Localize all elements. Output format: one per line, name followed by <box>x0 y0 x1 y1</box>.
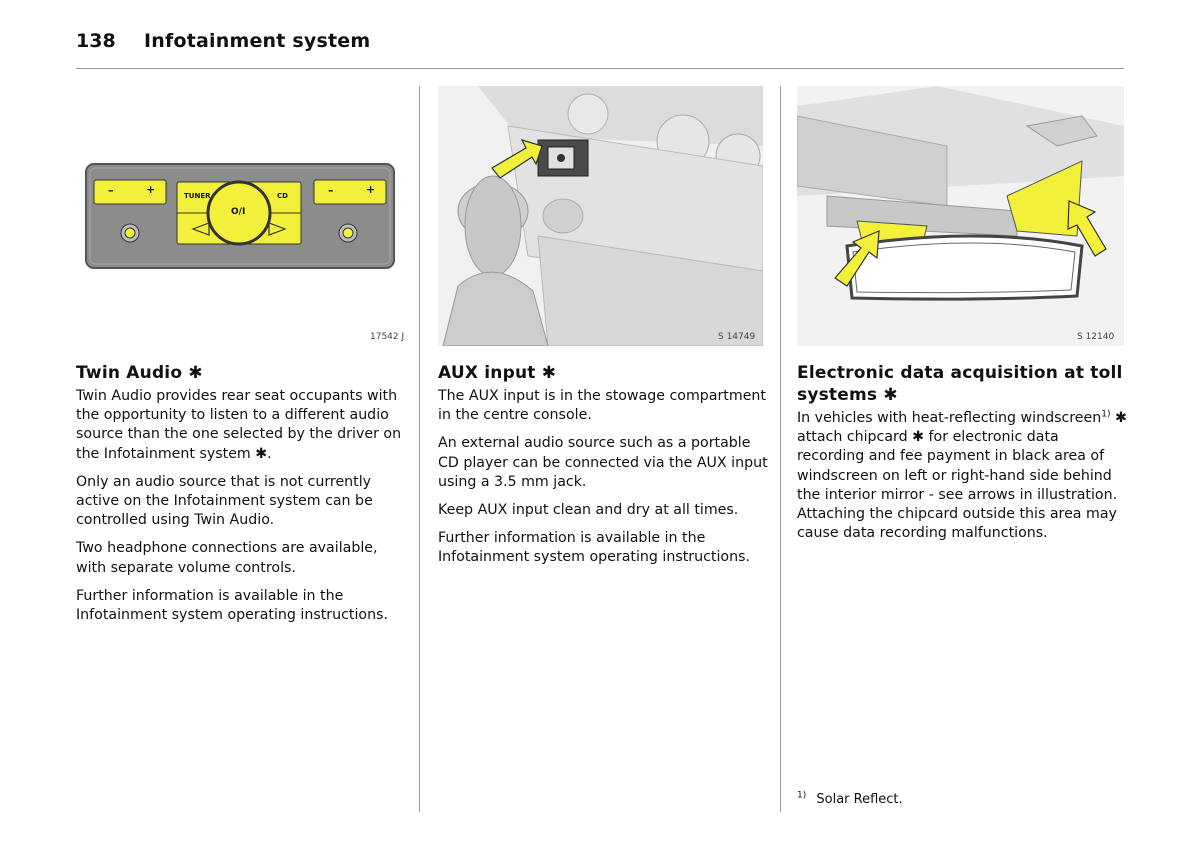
twin-audio-paragraph-3: Two headphone connections are available, with separate volume controls. <box>76 540 378 576</box>
figure-reference-left: 17542 J <box>370 332 405 342</box>
aux-input-illustration <box>438 86 763 346</box>
column-divider-right <box>780 86 781 812</box>
toll-systems-text-a: In vehicles with heat-reflecting windscreen <box>797 410 1102 426</box>
right-volume-plus-label: + <box>366 183 376 196</box>
twin-audio-paragraph-2: Only an audio source that is not currently active on the Infotainment system can be controlled using Twin Audio. <box>76 473 373 529</box>
twin-audio-panel-illustration <box>76 86 406 346</box>
cd-button-label: CD <box>277 192 288 200</box>
figure-reference-middle: S 14749 <box>718 332 756 342</box>
section-title: Infotainment system <box>144 30 371 52</box>
toll-systems-text-b: ✱ attach chipcard ✱ for electronic data recording and fee payment in black area of windscreen on left or right-hand side behind the interior mirror - see arrows in illustration. Attaching the chipcard outside this area may cause data recording malfunctions. <box>797 410 1127 542</box>
page-number: 138 <box>76 30 116 52</box>
toll-systems-section <box>797 362 1127 552</box>
footnote <box>797 792 903 807</box>
twin-audio-paragraph-4: Further information is available in the Infotainment system operating instructions. <box>76 587 389 624</box>
twin-audio-heading: Twin Audio ✱ <box>76 363 203 383</box>
page-header <box>76 28 1124 69</box>
windscreen-chipcard-illustration <box>797 86 1124 346</box>
aux-input-paragraph-3: Keep AUX input clean and dry at all times. <box>438 502 739 519</box>
footnote-reference: 1) <box>1101 409 1111 420</box>
figure-reference-right: S 12140 <box>1077 332 1115 342</box>
tuner-button-label: TUNER <box>184 192 211 200</box>
right-volume-minus-label: – <box>328 184 334 197</box>
toll-systems-paragraph <box>797 409 1127 543</box>
twin-audio-paragraph-1: Twin Audio provides rear seat occupants with the opportunity to listen to a different audio source than the one selected by the driver on the Infotainment system ✱. <box>76 388 402 462</box>
left-volume-plus-label: + <box>146 183 156 196</box>
aux-input-paragraph-4: Further information is available in the Infotainment system operating instructions. <box>438 530 751 566</box>
toll-systems-heading: Electronic data acquisition at toll systems ✱ <box>797 363 1123 405</box>
aux-input-section <box>438 362 768 577</box>
footnote-marker: 1) <box>797 790 807 801</box>
left-volume-minus-label: – <box>108 184 114 197</box>
aux-input-paragraph-2: An external audio source such as a portable CD player can be connected via the AUX input using a 3.5 mm jack. <box>438 435 768 490</box>
twin-audio-section <box>76 362 406 634</box>
power-button-label: O/I <box>231 207 246 217</box>
footnote-text: Solar Reflect. <box>816 792 903 807</box>
aux-input-heading: AUX input ✱ <box>438 363 557 383</box>
column-divider-left <box>419 86 420 812</box>
aux-input-paragraph-1: The AUX input is in the stowage compartment in the centre console. <box>438 388 766 424</box>
